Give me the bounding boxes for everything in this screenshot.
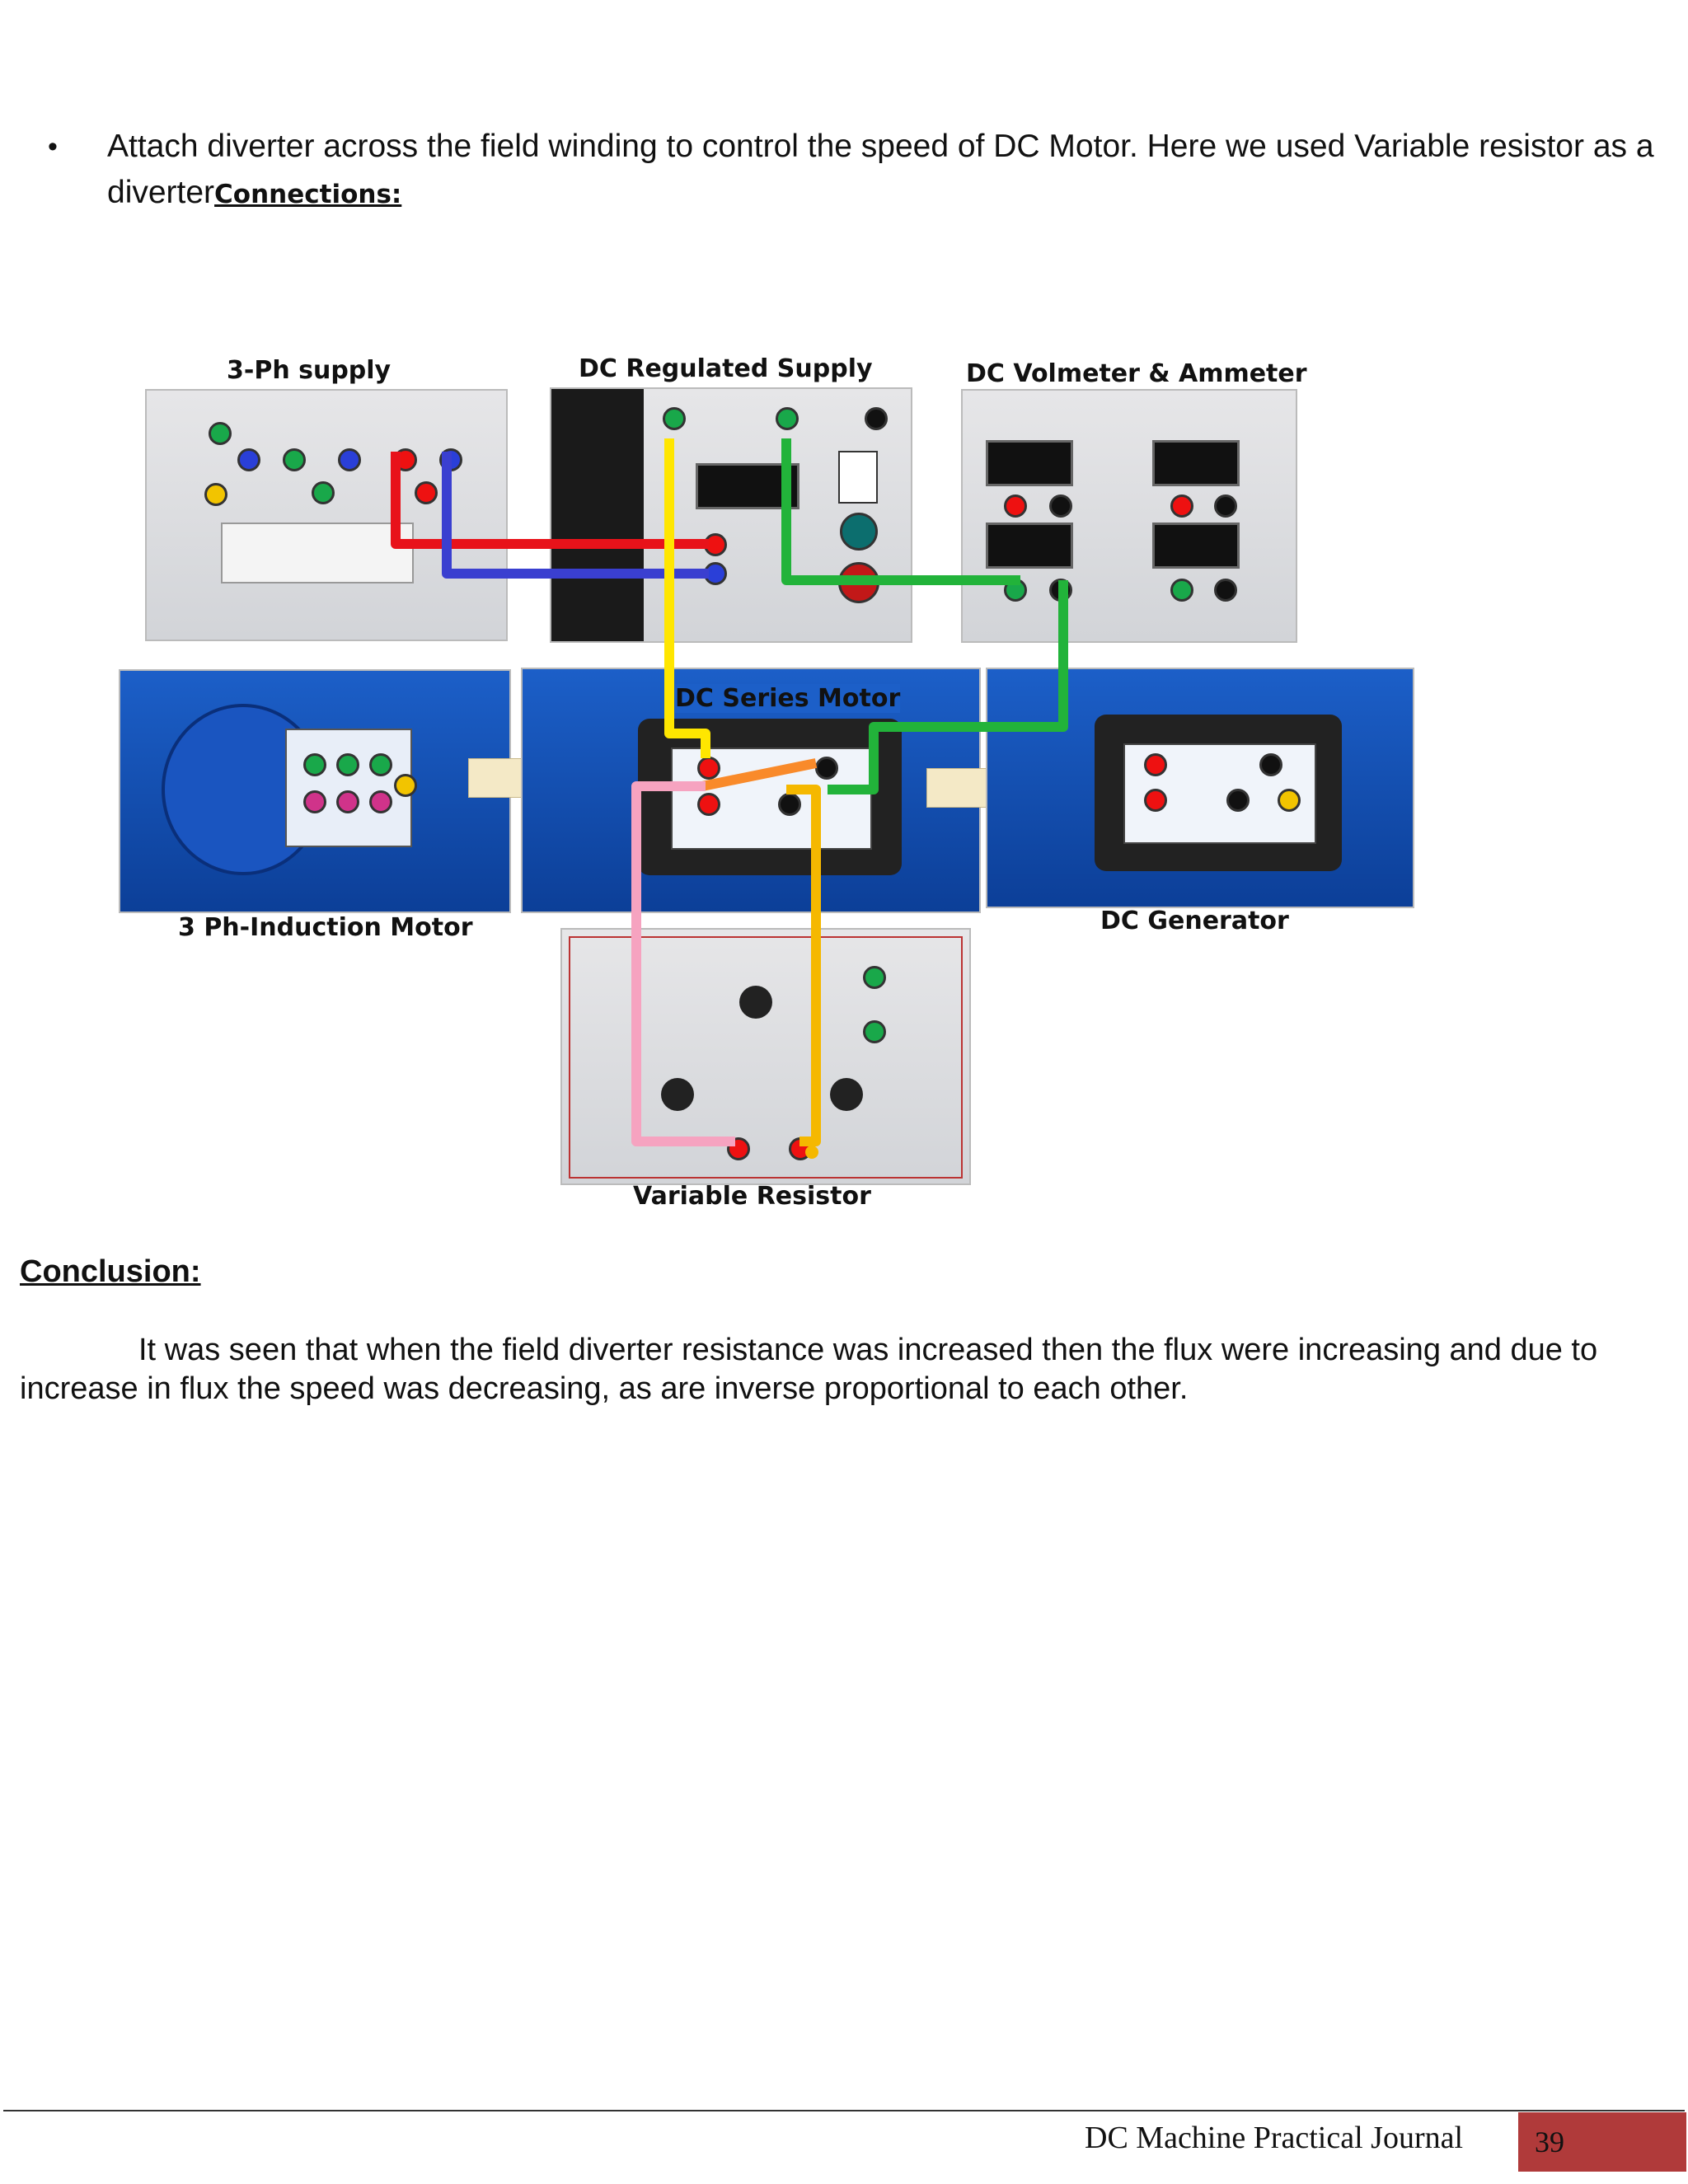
label-dc-generator: DC Generator <box>1100 907 1289 935</box>
footer-title: DC Machine Practical Journal <box>1085 2121 1464 2155</box>
wire-orange <box>702 763 816 786</box>
label-dc-regulated-supply: DC Regulated Supply <box>579 354 873 383</box>
page-number: 39 <box>1518 2112 1686 2172</box>
conclusion-heading: Conclusion: <box>20 1254 201 1289</box>
conclusion-paragraph: It was seen that when the field diverter resistance was increased then the flux were increasing and due to increase in flux the speed was decreasing, as are inverse proportional to each other. <box>20 1333 1598 1406</box>
label-3ph-supply: 3-Ph supply <box>227 356 392 385</box>
wire-pink <box>636 786 735 1141</box>
connections-label: Connections: <box>214 180 402 209</box>
wire-yellow <box>669 438 706 758</box>
wire-amber-end <box>805 1146 818 1159</box>
label-induction-motor: 3 Ph-Induction Motor <box>178 913 473 942</box>
label-dc-voltmeter-ammeter: DC Volmeter & Ammeter <box>966 359 1307 388</box>
instruction-text: Attach diverter across the field winding to control the speed of DC Motor. Here we used Variable resistor as a diverter <box>107 129 1654 210</box>
connection-wires <box>115 346 1434 1220</box>
connection-diagram <box>115 346 1434 1220</box>
wire-green-supply <box>786 438 1020 580</box>
label-variable-resistor: Variable Resistor <box>633 1182 871 1211</box>
footer-divider <box>3 2110 1685 2111</box>
label-dc-series-motor: DC Series Motor <box>675 684 901 713</box>
bullet-dot-icon: • <box>48 131 58 162</box>
wire-green-generator <box>828 580 1063 790</box>
wire-amber <box>786 790 816 1141</box>
instruction-paragraph <box>107 124 1657 218</box>
